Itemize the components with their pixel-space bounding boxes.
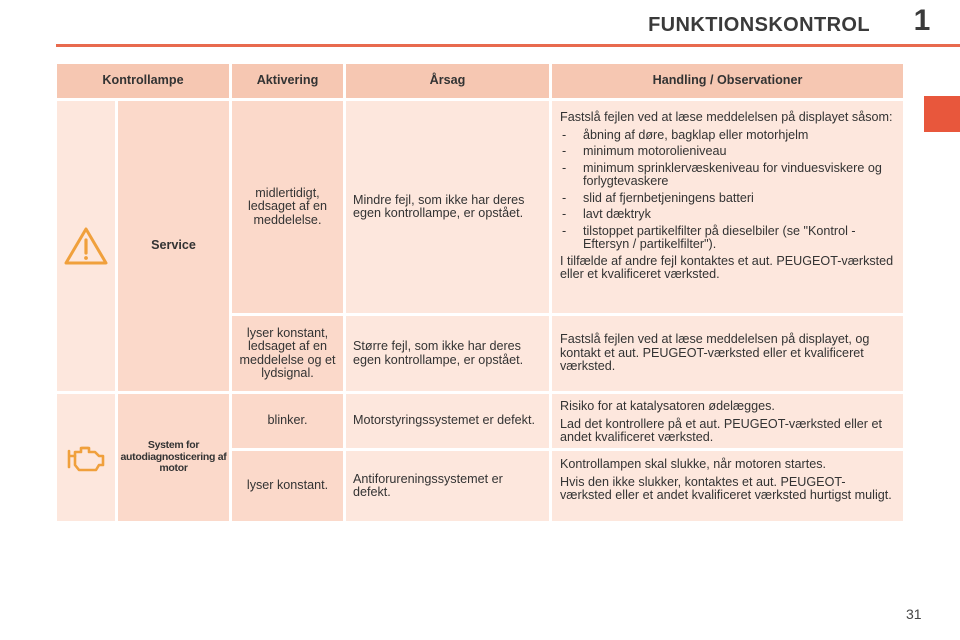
list-item: - minimum motorolieniveau	[560, 145, 895, 159]
header-aktivering: Aktivering	[232, 64, 343, 98]
obd-cause-2: Antiforureningssystemet er defekt.	[346, 451, 549, 521]
obd-icon-cell	[57, 394, 115, 521]
service-action-1	[552, 101, 903, 313]
action-line: Kontrollampen skal slukke, når motoren startes.	[560, 457, 826, 471]
warning-triangle-icon	[63, 226, 109, 266]
obd-lamp-label: System for autodiagnosticering af motor	[118, 394, 229, 521]
header-kontrollampe: Kontrollampe	[57, 64, 229, 98]
action-intro: Fastslå fejlen ved at læse meddelelsen på displayet såsom:	[560, 110, 893, 124]
action-line: Hvis den ikke slukker, kontaktes et aut. PEUGEOT-værksted eller et andet kvalificeret værksted hurtigst muligt.	[560, 474, 892, 502]
chapter-number: 1	[913, 4, 931, 37]
service-cause-2: Større fejl, som ikke har deres egen kontrollampe, er opstået.	[346, 316, 549, 391]
list-item: - slid af fjernbetjeningens batteri	[560, 192, 895, 206]
action-line: Risiko for at katalysatoren ødelægges.	[560, 399, 775, 413]
header-handling: Handling / Observationer	[552, 64, 903, 98]
obd-activation-2: lyser konstant.	[232, 451, 343, 521]
header-arsag: Årsag	[346, 64, 549, 98]
action-line: Lad det kontrollere på et aut. PEUGEOT-værksted eller et andet kvalificeret værksted.	[560, 416, 882, 444]
service-cause-1: Mindre fejl, som ikke har deres egen kontrollampe, er opstået.	[346, 101, 549, 313]
service-activation-2: lyser konstant, ledsaget af en meddelelse og et lydsignal.	[232, 316, 343, 391]
action-outro: I tilfælde af andre fejl kontaktes et aut. PEUGEOT-værksted eller et kvalificeret værksted.	[560, 253, 894, 281]
service-activation-1: midlertidigt, ledsaget af en meddelelse.	[232, 101, 343, 313]
service-lamp-label: Service	[118, 101, 229, 391]
service-action-2: Fastslå fejlen ved at læse meddelelsen på displayet, og kontakt et aut. PEUGEOT-værksted eller et kvalificeret værksted.	[552, 316, 903, 391]
list-item: - minimum sprinklervæskeniveau for vinduesviskere og forlygtevaskere	[560, 162, 895, 189]
engine-icon	[65, 443, 107, 473]
header-rule	[56, 44, 960, 47]
obd-action-1	[552, 394, 903, 448]
list-item: - tilstoppet partikelfilter på dieselbiler (se "Kontrol - Eftersyn / partikelfilter").	[560, 225, 895, 252]
page-number: 31	[906, 606, 922, 622]
list-item: - lavt dæktryk	[560, 208, 895, 222]
list-item: - åbning af døre, bagklap eller motorhjelm	[560, 129, 895, 143]
obd-activation-1: blinker.	[232, 394, 343, 448]
service-icon-cell	[57, 101, 115, 391]
obd-cause-1: Motorstyringssystemet er defekt.	[346, 394, 549, 448]
obd-action-2	[552, 451, 903, 521]
chapter-tab	[924, 96, 960, 132]
page-title: FUNKTIONSKONTROL	[648, 14, 870, 36]
action-list	[560, 129, 895, 252]
